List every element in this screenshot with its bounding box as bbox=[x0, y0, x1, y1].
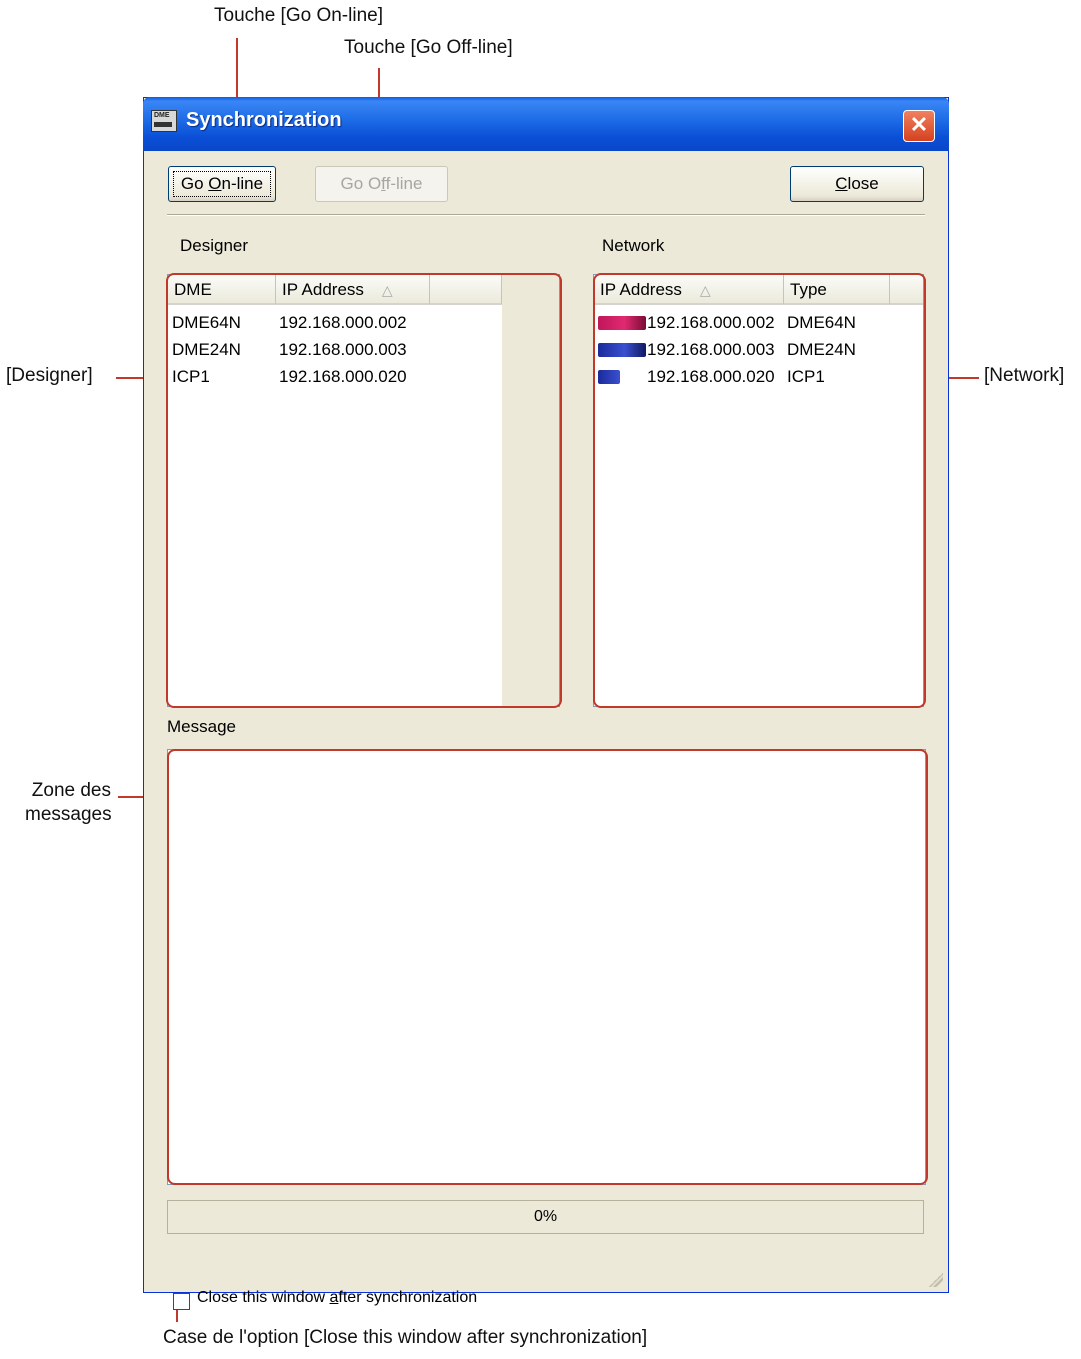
annotation-go-online: Touche [Go On-line] bbox=[214, 5, 383, 26]
close-label-mnemonic: C bbox=[835, 174, 848, 193]
annotation-go-offline: Touche [Go Off-line] bbox=[344, 37, 513, 58]
title-bar[interactable] bbox=[143, 97, 949, 151]
close-after-sync-label[interactable] bbox=[197, 1289, 477, 1307]
network-highlight-frame bbox=[593, 273, 926, 708]
dialog-body bbox=[147, 151, 945, 1306]
annotation-checkbox: Case de l'option [Close this window after synchronization] bbox=[163, 1327, 648, 1348]
option-label-prefix: Close this window bbox=[197, 1289, 330, 1306]
focus-rect bbox=[173, 171, 271, 197]
go-online-button[interactable] bbox=[168, 166, 276, 202]
close-label-suffix: lose bbox=[847, 174, 879, 193]
window-title: Synchronization bbox=[186, 109, 342, 131]
annotation-network: [Network] bbox=[984, 365, 1065, 386]
progress-bar bbox=[167, 1200, 924, 1234]
annotation-designer: [Designer] bbox=[6, 365, 93, 386]
network-cell-type: DME64N bbox=[787, 313, 856, 332]
close-button[interactable] bbox=[790, 166, 924, 202]
annotation-message-zone bbox=[25, 779, 111, 827]
go-offline-label-mnemonic: f bbox=[381, 174, 386, 193]
window-close-button[interactable]: ✕ bbox=[903, 110, 935, 142]
option-label-suffix: fter synchronization bbox=[338, 1289, 478, 1306]
app-icon-text: DME bbox=[154, 112, 170, 119]
synchronization-window bbox=[143, 97, 949, 1306]
network-cell-ip: 192.168.000.003 bbox=[647, 340, 775, 359]
option-label-mnemonic: a bbox=[329, 1289, 339, 1306]
annotation-message-zone-line1: Zone des bbox=[31, 780, 111, 801]
close-after-sync-checkbox[interactable] bbox=[173, 1293, 190, 1310]
designer-highlight-frame bbox=[166, 273, 562, 708]
progress-text: 0% bbox=[533, 1208, 558, 1225]
network-column-ip-label: IP Address bbox=[600, 280, 682, 299]
dme-app-icon bbox=[151, 110, 177, 132]
go-online-label-prefix: Go bbox=[180, 174, 209, 193]
designer-cell-ip: 192.168.000.003 bbox=[279, 340, 407, 359]
designer-column-dme[interactable]: DME bbox=[168, 275, 276, 305]
network-cell-type: DME24N bbox=[787, 340, 856, 359]
app-icon-bar bbox=[154, 122, 172, 127]
go-offline-button[interactable] bbox=[315, 166, 448, 202]
network-cell-ip: 192.168.000.002 bbox=[647, 313, 775, 332]
sort-ascending-icon: △ bbox=[699, 282, 711, 298]
sort-ascending-icon: △ bbox=[381, 282, 393, 298]
network-label: Network bbox=[602, 236, 665, 255]
resize-grip-icon[interactable] bbox=[929, 1273, 943, 1287]
designer-column-ip-label: IP Address bbox=[282, 280, 364, 299]
designer-cell-dme: DME64N bbox=[172, 313, 241, 332]
go-offline-label-prefix: Go O bbox=[340, 174, 382, 193]
go-online-label-mnemonic: O bbox=[208, 174, 222, 193]
designer-cell-ip: 192.168.000.002 bbox=[279, 313, 407, 332]
designer-cell-dme: DME24N bbox=[172, 340, 241, 359]
designer-label: Designer bbox=[180, 236, 249, 255]
network-column-type[interactable]: Type bbox=[784, 275, 890, 305]
designer-cell-dme: ICP1 bbox=[172, 367, 210, 386]
toolbar-separator bbox=[167, 214, 925, 216]
network-cell-ip: 192.168.000.020 bbox=[647, 367, 775, 386]
network-cell-type: ICP1 bbox=[787, 367, 825, 386]
go-online-label-suffix: n-line bbox=[221, 174, 264, 193]
designer-cell-ip: 192.168.000.020 bbox=[279, 367, 407, 386]
message-label: Message bbox=[167, 717, 236, 736]
annotation-message-zone-line2: messages bbox=[25, 804, 112, 825]
go-offline-label-suffix: f-line bbox=[385, 174, 423, 193]
message-highlight-frame bbox=[167, 749, 928, 1185]
